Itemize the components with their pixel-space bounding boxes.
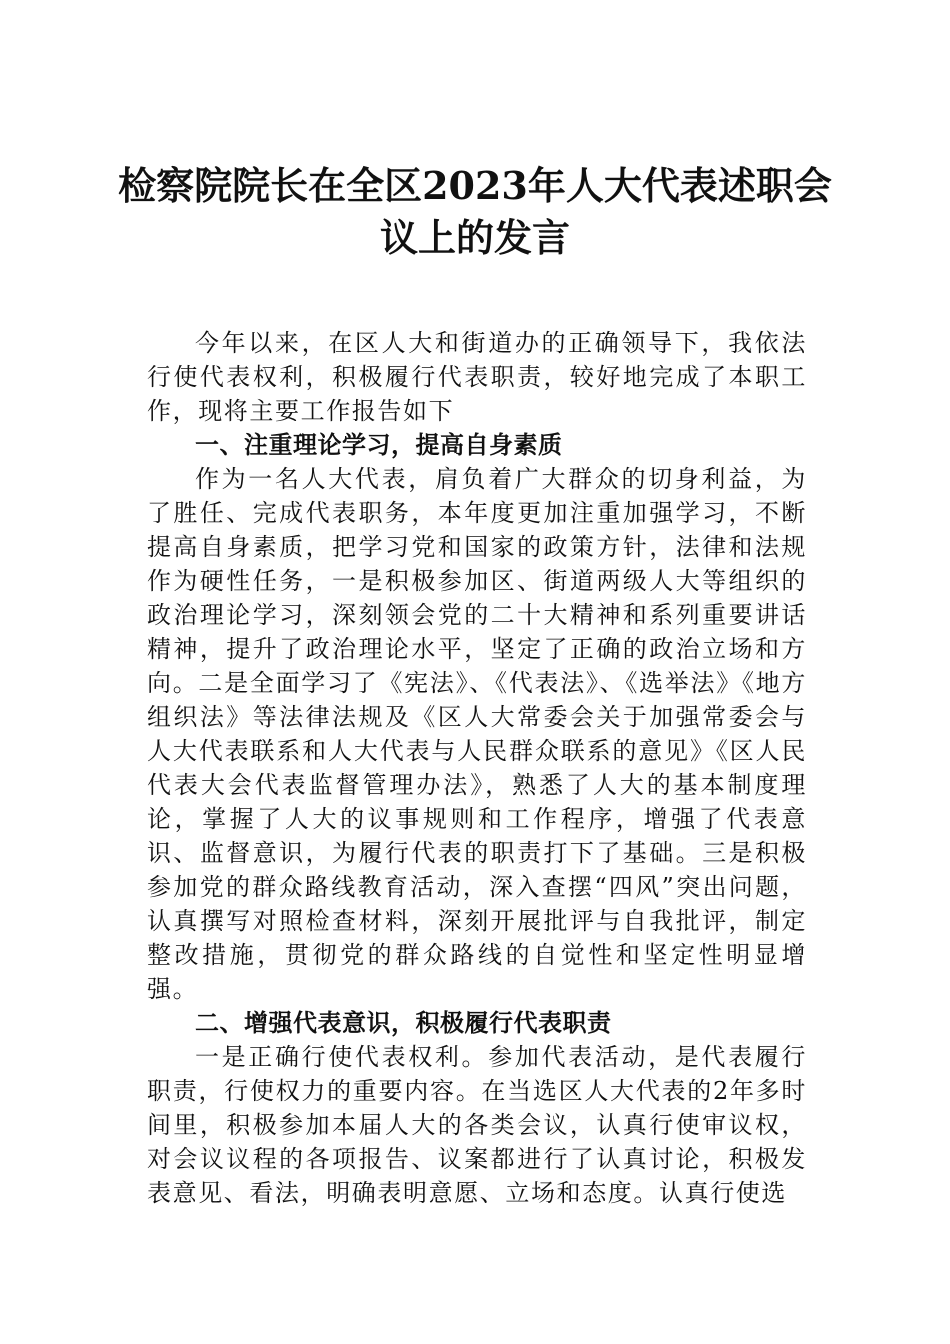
paragraph-intro: 今年以来，在区人大和街道办的正确领导下，我依法行使代表权利，积极履行代表职责，较好地完成了本职工作，现将主要工作报告如下 xyxy=(147,329,807,425)
section-heading-1: 一、注重理论学习，提高自身素质 xyxy=(195,431,563,459)
document-title-line-2: 议上的发言 xyxy=(379,215,570,260)
document-title-line-1: 检察院院长在全区2023年人大代表述职会 xyxy=(118,163,832,208)
paragraph-section-1: 作为一名人大代表，肩负着广大群众的切身利益，为了胜任、完成代表职务，本年度更加注重加强学习，不断提高自身素质，把学习党和国家的政策方针，法律和法规作为硬性任务，一是积极参加区、街道两级人大等组织的政治理论学习，深刻领会党的二十大精神和系列重要讲话精神，提升了政治理论水平，坚定了正确的政治立场和方向。二是全面学习了《宪法》、《代表法》、《选举法》《地方组织法》等法律法规及《区人大常委会关于加强常委会与人大代表联系和人大代表与人民群众联系的意见》《区人民代表大会代表监督管理办法》，熟悉了人大的基本制度理论，掌握了人大的议事规则和工作程序，增强了代表意识、监督意识，为履行代表的职责打下了基础。三是积极参加党的群众路线教育活动，深入查摆“四风”突出问题，认真撰写对照检查材料，深刻开展批评与自我批评，制定整改措施，贯彻党的群众路线的自觉性和坚定性明显增强。 xyxy=(147,465,807,1003)
section-heading-2: 二、增强代表意识，积极履行代表职责 xyxy=(195,1009,612,1037)
paragraph-section-2: 一是正确行使代表权利。参加代表活动，是代表履行职责，行使权力的重要内容。在当选区人大代表的2年多时间里，积极参加本届人大的各类会议，认真行使审议权，对会议议程的各项报告、议案都进行了认真讨论，积极发表意见、看法，明确表明意愿、立场和态度。认真行使选 xyxy=(147,1043,807,1207)
document-body xyxy=(147,326,807,1210)
